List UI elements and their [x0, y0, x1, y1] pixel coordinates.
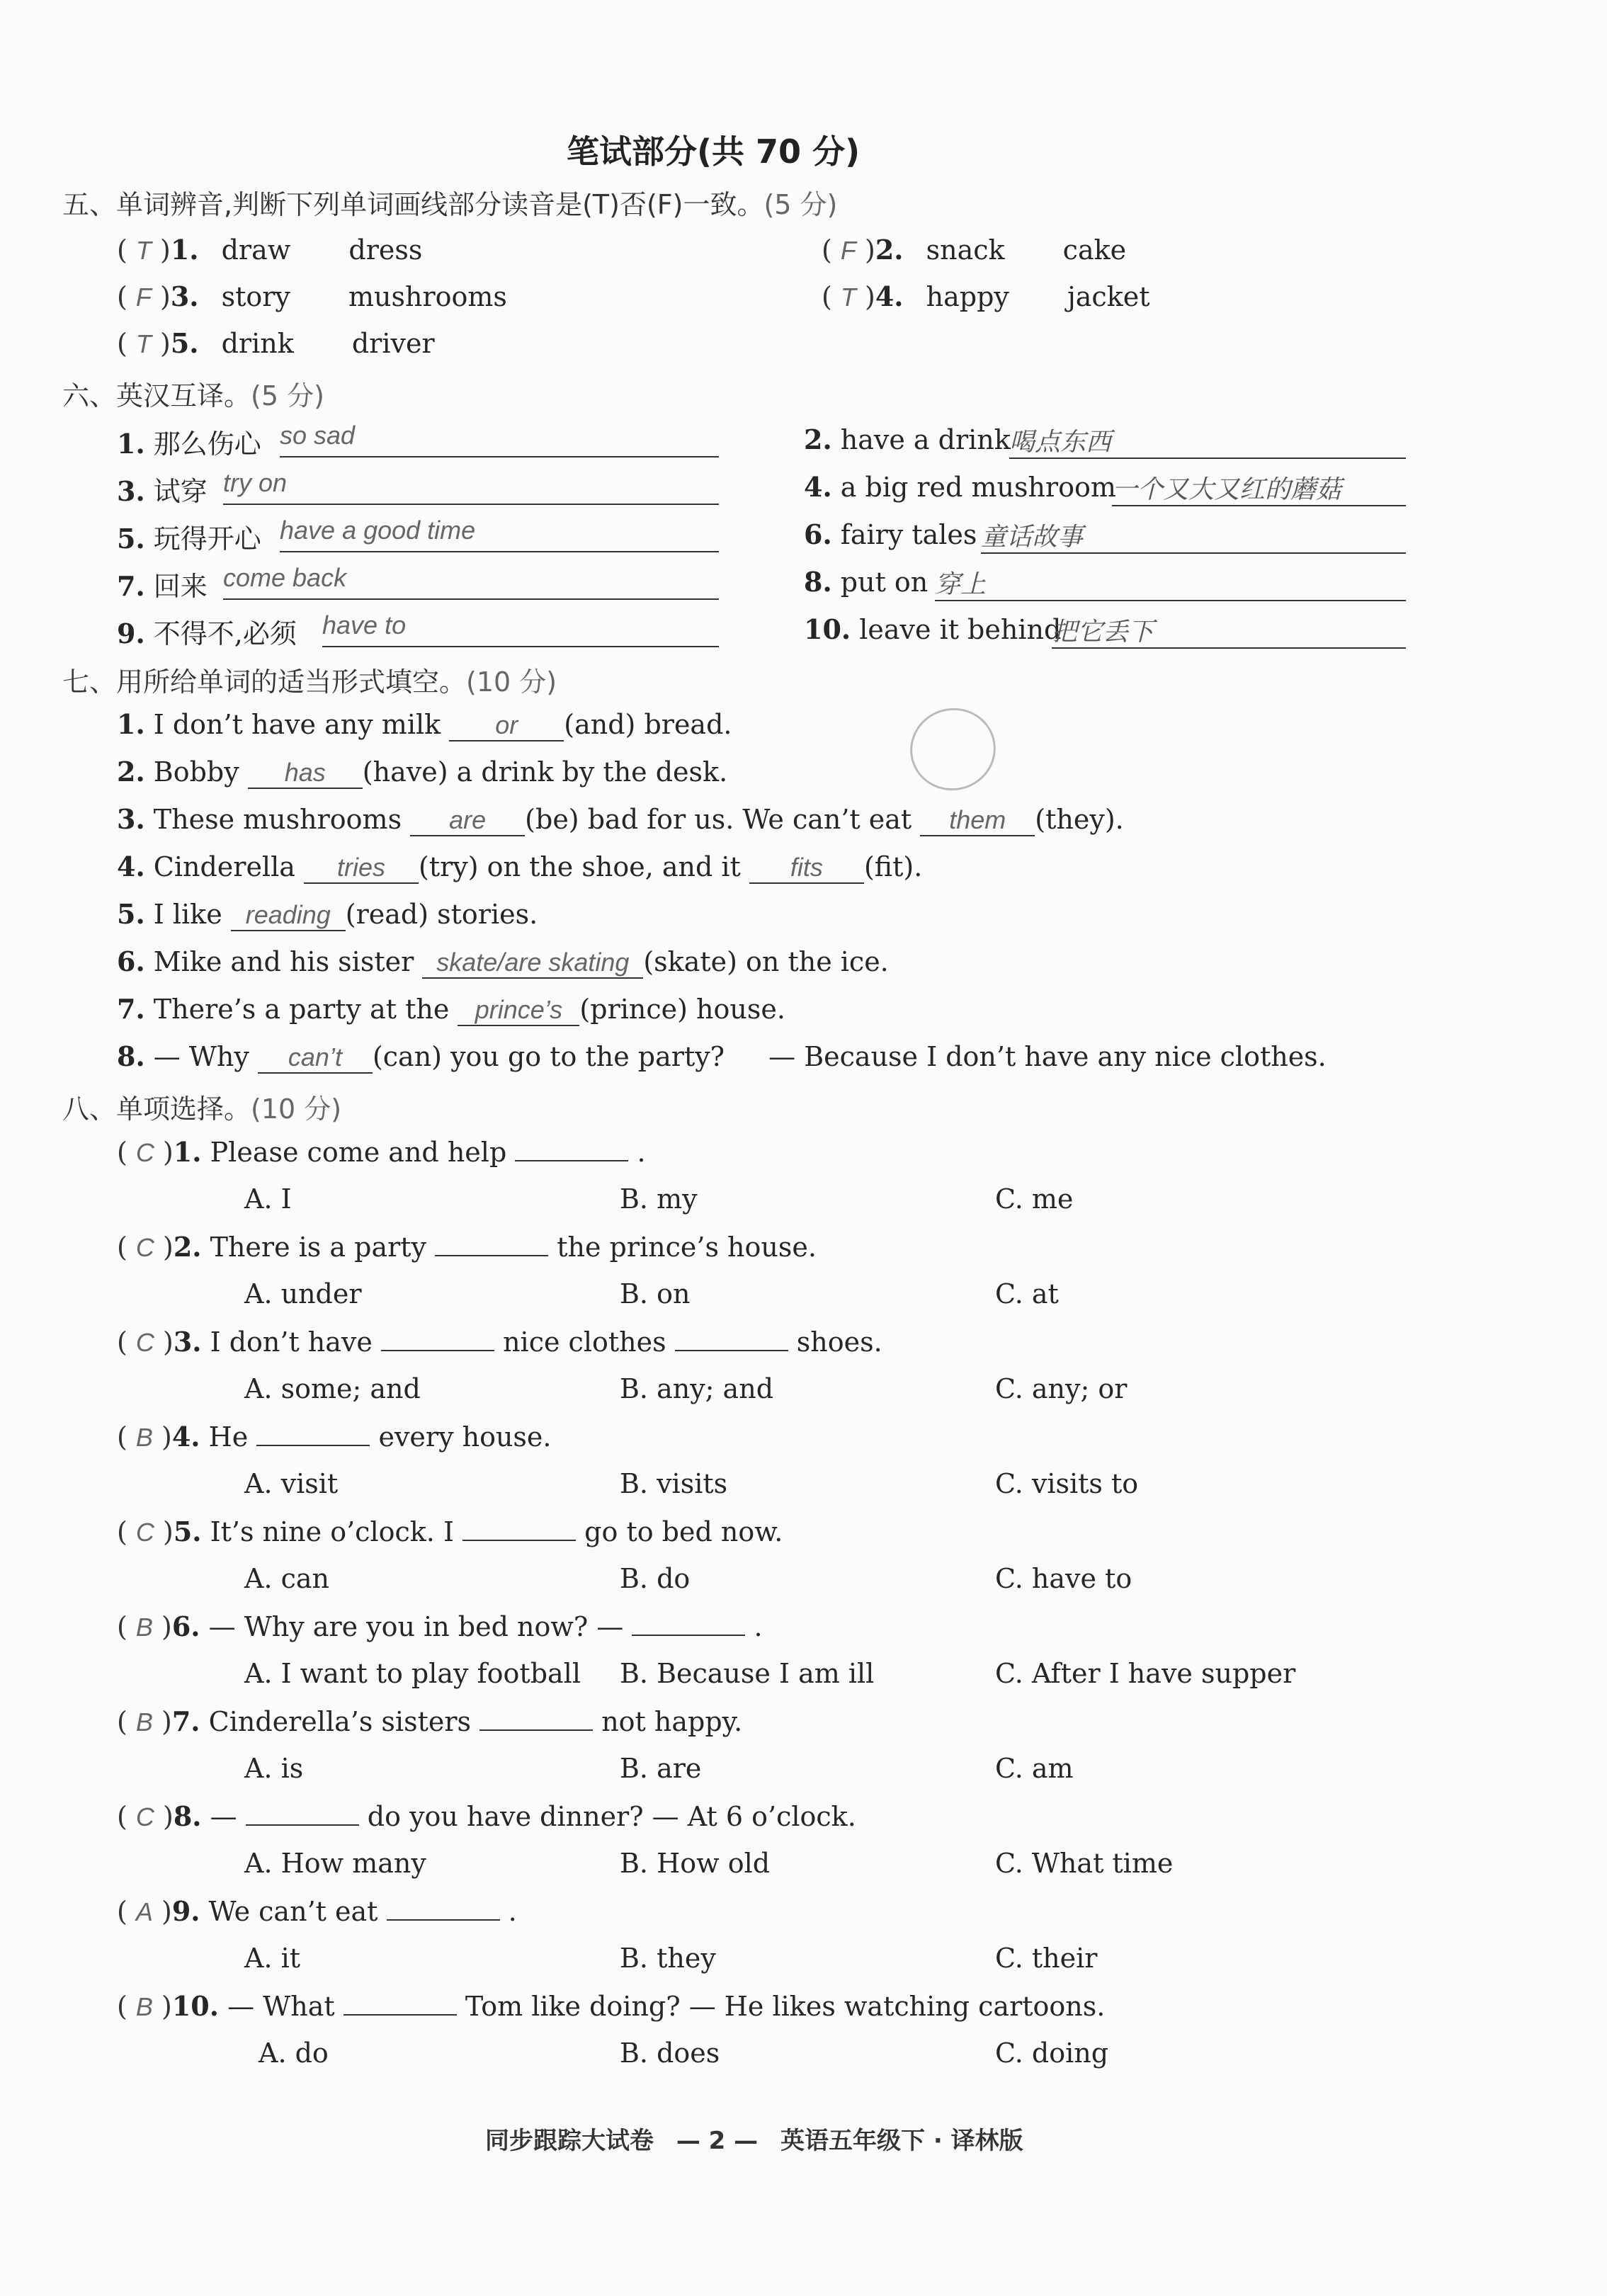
s6-line-4[interactable]: 一个又大又红的蘑菇 [1112, 470, 1406, 506]
s8-blank[interactable] [387, 1897, 500, 1921]
s7-line-2: 2. Bobby has (have) a drink by the desk. [117, 756, 728, 788]
s8-option-a[interactable]: A. under [244, 1278, 362, 1309]
s8-option-a[interactable]: A. How many [244, 1848, 426, 1879]
s6-item-9: 9. 不得不,必须 [117, 618, 297, 649]
section-7-title: 七、用所给单词的适当形式填空。 [62, 666, 467, 698]
s8-question: ( B )7. Cinderella’s sisters not happy. [117, 1705, 743, 1737]
s7-blank-4b[interactable]: fits [749, 851, 864, 884]
section-7-points: (10 分) [466, 666, 557, 698]
s5-item-5: ( T )5. drink driver [117, 327, 435, 359]
s5-item-1: ( T )1. draw dress [117, 234, 423, 266]
s5-answer-3[interactable]: F [135, 283, 152, 312]
section-8-title: 八、单项选择。 [62, 1093, 251, 1125]
s8-answer[interactable]: B [135, 1613, 153, 1642]
s5-answer-5[interactable]: T [135, 329, 152, 358]
s8-blank[interactable] [435, 1232, 548, 1256]
s8-answer[interactable]: B [135, 1707, 153, 1737]
s8-option-a[interactable]: A. some; and [244, 1373, 421, 1404]
s6-item-6: 6. fairy tales [804, 518, 977, 550]
footer-book: 同步跟踪大试卷 [485, 2127, 654, 2155]
s5-item-2: ( F )2. snack cake [822, 234, 1127, 266]
s6-item-10: 10. leave it behind [804, 613, 1062, 645]
s6-item-8: 8. put on [804, 566, 929, 598]
page-number: — 2 — [676, 2127, 759, 2155]
s6-line-9[interactable]: have to [322, 610, 719, 647]
section-8-heading [62, 1087, 341, 1126]
s7-line-3: 3. These mushrooms are (be) bad for us. We can’t eat them (they). [117, 803, 1124, 835]
s8-option-c[interactable]: C. any; or [995, 1373, 1128, 1404]
s6-line-2[interactable]: 喝点东西 [1009, 422, 1406, 459]
s8-blank[interactable] [343, 1991, 457, 2016]
s8-answer[interactable]: C [135, 1518, 154, 1547]
section-6-points: (5 分) [251, 380, 324, 411]
s7-blank-4a[interactable]: tries [304, 851, 419, 884]
s6-line-5[interactable]: have a good time [280, 516, 719, 552]
s5-answer-2[interactable]: F [840, 236, 856, 265]
footer [485, 2121, 1023, 2156]
section-6-title: 六、英汉互译。 [62, 380, 251, 411]
s8-option-b[interactable]: B. are [620, 1753, 702, 1784]
s8-answer[interactable]: C [135, 1138, 154, 1167]
s8-question: ( A )9. We can’t eat . [117, 1895, 517, 1927]
s8-question: ( C )1. Please come and help . [117, 1136, 646, 1168]
s7-line-1: 1. I don’t have any milk or (and) bread. [117, 708, 732, 740]
section-5-points: (5 分) [763, 189, 838, 220]
s6-item-7: 7. 回来 [117, 570, 208, 602]
s8-option-c[interactable]: C. at [995, 1278, 1059, 1309]
s8-option-a[interactable]: A. I want to play football [244, 1658, 581, 1689]
s7-blank-8[interactable]: can’t [258, 1041, 373, 1074]
s8-answer[interactable]: A [135, 1897, 153, 1926]
s5-answer-4[interactable]: T [840, 283, 856, 312]
s8-option-a[interactable]: A. visit [244, 1468, 339, 1499]
homework-stamp [901, 698, 1005, 800]
s8-option-b[interactable]: B. How old [620, 1848, 771, 1879]
s8-option-b[interactable]: B. do [620, 1563, 691, 1594]
s8-option-a[interactable]: A. can [244, 1563, 330, 1594]
s8-option-b[interactable]: B. my [620, 1183, 698, 1215]
s6-item-1: 1. 那么伤心 [117, 428, 261, 460]
page-title: 笔试部分(共 70 分) [567, 132, 861, 171]
s7-blank-2[interactable]: has [248, 756, 363, 789]
s8-option-a[interactable]: A. do [259, 2038, 329, 2069]
section-5-heading [62, 183, 837, 222]
s8-blank[interactable] [246, 1802, 359, 1826]
s7-blank-3b[interactable]: them [920, 804, 1035, 836]
s6-item-5: 5. 玩得开心 [117, 523, 261, 555]
s8-option-b[interactable]: B. does [620, 2038, 720, 2069]
s8-answer[interactable]: C [135, 1328, 154, 1357]
s8-option-c[interactable]: C. their [995, 1943, 1098, 1974]
s6-line-6[interactable]: 童话故事 [981, 517, 1406, 554]
s6-item-4: 4. a big red mushroom [804, 471, 1116, 503]
s7-line-5: 5. I like reading (read) stories. [117, 898, 538, 930]
s8-question: ( C )2. There is a party the prince’s house. [117, 1231, 817, 1263]
s8-question: ( C )5. It’s nine o’clock. I go to bed now. [117, 1516, 783, 1547]
s8-question: ( B )4. He every house. [117, 1421, 552, 1453]
s8-blank[interactable] [675, 1327, 788, 1351]
s6-line-10[interactable]: 把它丢下 [1052, 612, 1406, 649]
s7-line-6: 6. Mike and his sister skate/are skating (skate) on the ice. [117, 945, 889, 977]
section-5-title: 五、单词辨音,判断下列单词画线部分读音是(T)否(F)一致。 [62, 189, 764, 220]
s8-question: ( B )10. — What Tom like doing? — He likes watching cartoons. [117, 1990, 1106, 2022]
section-7-heading [62, 660, 557, 699]
s8-option-c[interactable]: C. am [995, 1753, 1074, 1784]
s8-option-c[interactable]: C. visits to [995, 1468, 1139, 1499]
s5-item-4: ( T )4. happy jacket [822, 280, 1150, 312]
s8-option-c[interactable]: C. After I have supper [995, 1658, 1296, 1689]
s7-blank-6[interactable]: skate/are skating [422, 946, 643, 979]
s8-option-a[interactable]: A. it [244, 1943, 301, 1974]
s8-option-b[interactable]: B. any; and [620, 1373, 774, 1404]
s7-blank-1[interactable]: or [449, 709, 564, 741]
s8-option-c[interactable]: C. What time [995, 1848, 1174, 1879]
s8-question: ( C )3. I don’t have nice clothes shoes. [117, 1326, 882, 1358]
s8-option-c[interactable]: C. me [995, 1183, 1074, 1215]
section-6-heading [62, 374, 324, 413]
s8-blank[interactable] [256, 1422, 370, 1446]
s6-line-3[interactable]: try on [223, 468, 719, 505]
s8-option-a[interactable]: A. is [244, 1753, 304, 1784]
s8-option-c[interactable]: C. have to [995, 1563, 1132, 1594]
s8-answer[interactable]: C [135, 1233, 154, 1262]
s8-blank[interactable] [479, 1707, 593, 1731]
s6-item-3: 3. 试穿 [117, 475, 208, 507]
s8-option-b[interactable]: B. visits [620, 1468, 728, 1499]
s7-line-4: 4. Cinderella tries (try) on the shoe, and it fits (fit). [117, 851, 923, 882]
s8-option-b[interactable]: B. they [620, 1943, 716, 1974]
s8-option-b[interactable]: B. on [620, 1278, 691, 1309]
s8-blank[interactable] [381, 1327, 494, 1351]
s8-option-b[interactable]: B. Because I am ill [620, 1658, 875, 1689]
s7-line-7: 7. There’s a party at the prince’s (prince) house. [117, 993, 785, 1025]
s8-question: ( B )6. — Why are you in bed now? — . [117, 1610, 763, 1642]
s8-blank[interactable] [515, 1137, 628, 1161]
s5-answer-1[interactable]: T [135, 236, 152, 265]
s5-item-3: ( F )3. story mushrooms [117, 280, 507, 312]
footer-subject: 英语五年级下 · 译林版 [780, 2127, 1023, 2155]
s8-answer[interactable]: B [135, 1423, 153, 1452]
section-8-points: (10 分) [251, 1093, 342, 1125]
s7-blank-5[interactable]: reading [231, 899, 346, 931]
s7-line-8: 8. — Why can’t (can) you go to the party? — Because I don’t have any nice clothes. [117, 1040, 1327, 1072]
s6-line-1[interactable]: so sad [280, 421, 719, 458]
s8-option-a[interactable]: A. I [244, 1183, 292, 1215]
s6-line-7[interactable]: come back [223, 563, 719, 600]
s8-blank[interactable] [462, 1517, 576, 1541]
s8-option-c[interactable]: C. doing [995, 2038, 1109, 2069]
s8-answer[interactable]: B [135, 1992, 153, 2021]
s7-blank-3a[interactable]: are [410, 804, 525, 836]
s7-blank-7[interactable]: prince’s [458, 994, 579, 1026]
s6-item-2: 2. have a drink [804, 424, 1011, 455]
s8-blank[interactable] [632, 1612, 745, 1636]
s8-question: ( C )8. — do you have dinner? — At 6 o’clock. [117, 1800, 856, 1832]
s6-line-8[interactable]: 穿上 [935, 564, 1406, 601]
s8-answer[interactable]: C [135, 1802, 154, 1831]
